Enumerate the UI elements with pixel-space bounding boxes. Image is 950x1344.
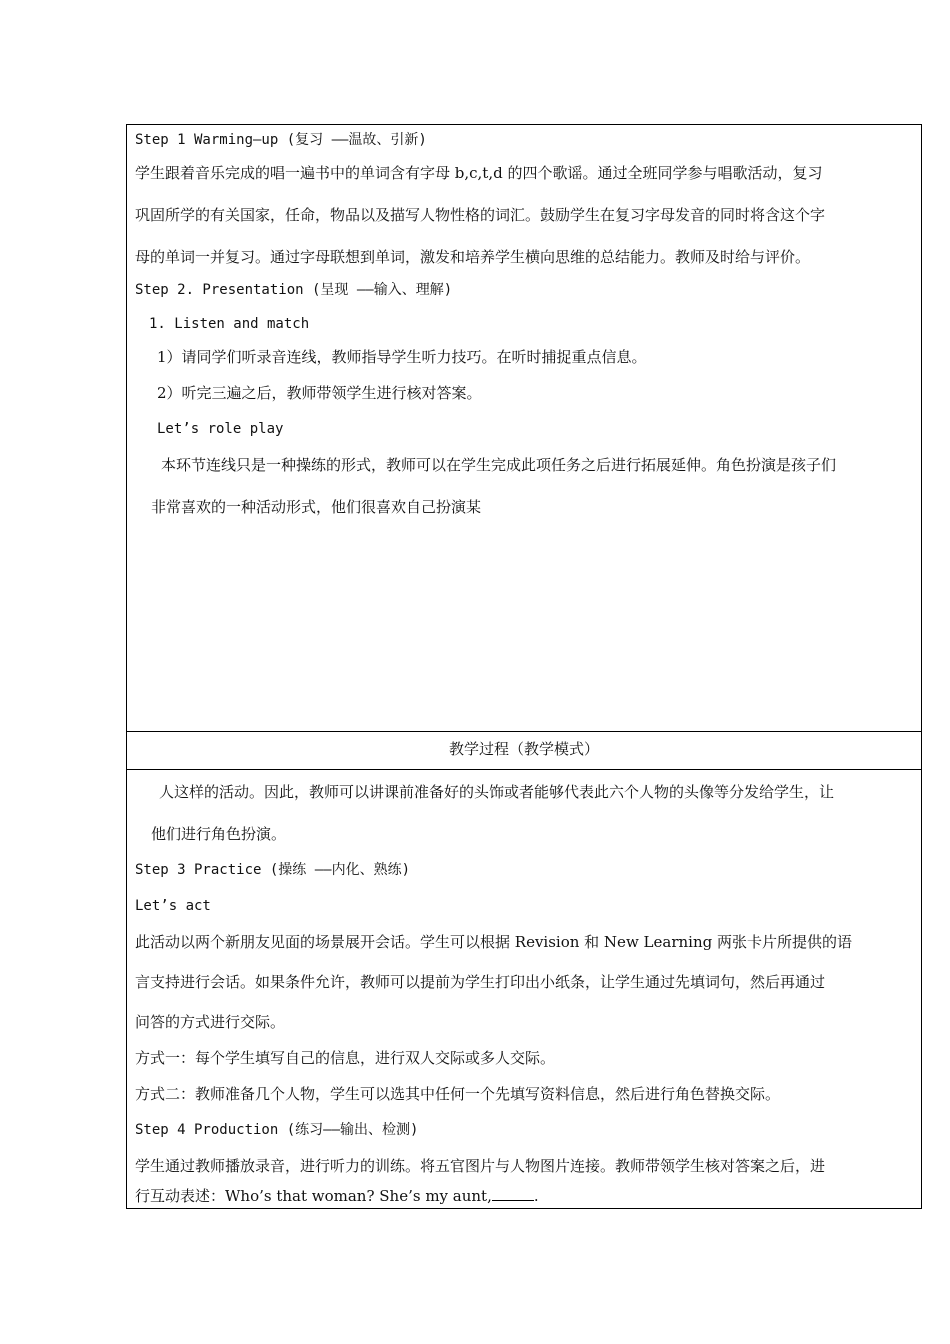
step1-heading: Step 1 Warming—up (复习 ——温故、引新) (135, 132, 427, 148)
production-dialogue-text: 行互动表述：Who’s that woman? She’s my aunt, (135, 1187, 492, 1205)
act-paragraph-line: 言支持进行会话。如果条件允许，教师可以提前为学生打印出小纸条，让学生通过先填词句，然后再通过 (135, 973, 826, 991)
role-play-paragraph-line: 非常喜欢的一种活动形式，他们很喜欢自己扮演某 (151, 498, 482, 516)
step4-heading: Step 4 Production (练习——输出、检测) (135, 1122, 419, 1138)
step1-paragraph-line: 学生跟着音乐完成的唱一遍书中的单词含有字母 b,c,t,d 的四个歌谣。通过全班同学参与唱歌活动，复习 (135, 164, 823, 182)
role-play-heading: Let’s role play (157, 421, 284, 437)
production-dialogue-end: . (533, 1187, 539, 1205)
mode-two-line: 方式二：教师准备几个人物，学生可以选其中任何一个先填写资料信息，然后进行角色替换交际。 (135, 1085, 781, 1103)
presentation-substep: 1）请同学们听录音连线，教师指导学生听力技巧。在听时捕捉重点信息。 (157, 348, 647, 366)
practice-production-cell (127, 770, 922, 1209)
step2-heading: Step 2. Presentation (呈现 ——输入、理解) (135, 282, 453, 298)
mode-one-line: 方式一：每个学生填写自己的信息，进行双人交际或多人交际。 (135, 1049, 556, 1067)
lets-act-heading: Let’s act (135, 898, 211, 914)
section-title: 教学过程（教学模式） (448, 740, 599, 758)
section-title-row (127, 732, 922, 770)
step1-paragraph-line: 母的单词一并复习。通过字母联想到单词，激发和培养学生横向思维的总结能力。教师及时给与评价。 (135, 248, 811, 266)
presentation-substep: 2）听完三遍之后，教师带领学生进行核对答案。 (157, 384, 482, 402)
listen-match-item: 1. Listen and match (149, 316, 310, 332)
act-paragraph-line: 此活动以两个新朋友见面的场景展开会话。学生可以根据 Revision 和 New Learning 两张卡片所提供的语 (135, 933, 852, 951)
step1-paragraph-line: 巩固所学的有关国家，任命，物品以及描写人物性格的词汇。鼓励学生在复习字母发音的同时将含这个字 (135, 206, 826, 224)
fill-in-blank (492, 1186, 534, 1201)
production-paragraph-line-2 (135, 1184, 913, 1208)
warmup-presentation-cell (127, 125, 922, 732)
lesson-plan-table (126, 124, 922, 1209)
section-title-cell (127, 732, 922, 770)
role-play-paragraph-line: 本环节连线只是一种操练的形式，教师可以在学生完成此项任务之后进行拓展延伸。角色扮演是孩子们 (161, 456, 837, 474)
act-paragraph-line: 问答的方式进行交际。 (135, 1013, 286, 1031)
warmup-presentation-row (127, 125, 922, 732)
continued-paragraph-line: 他们进行角色扮演。 (151, 825, 287, 843)
step3-heading: Step 3 Practice (操练 ——内化、熟练) (135, 862, 411, 878)
practice-production-row (127, 770, 922, 1209)
production-paragraph-line: 学生通过教师播放录音，进行听力的训练。将五官图片与人物图片连接。教师带领学生核对答案之后，进 (135, 1157, 826, 1175)
continued-paragraph-line: 人这样的活动。因此，教师可以讲课前准备好的头饰或者能够代表此六个人物的头像等分发给学生，让 (159, 783, 835, 801)
